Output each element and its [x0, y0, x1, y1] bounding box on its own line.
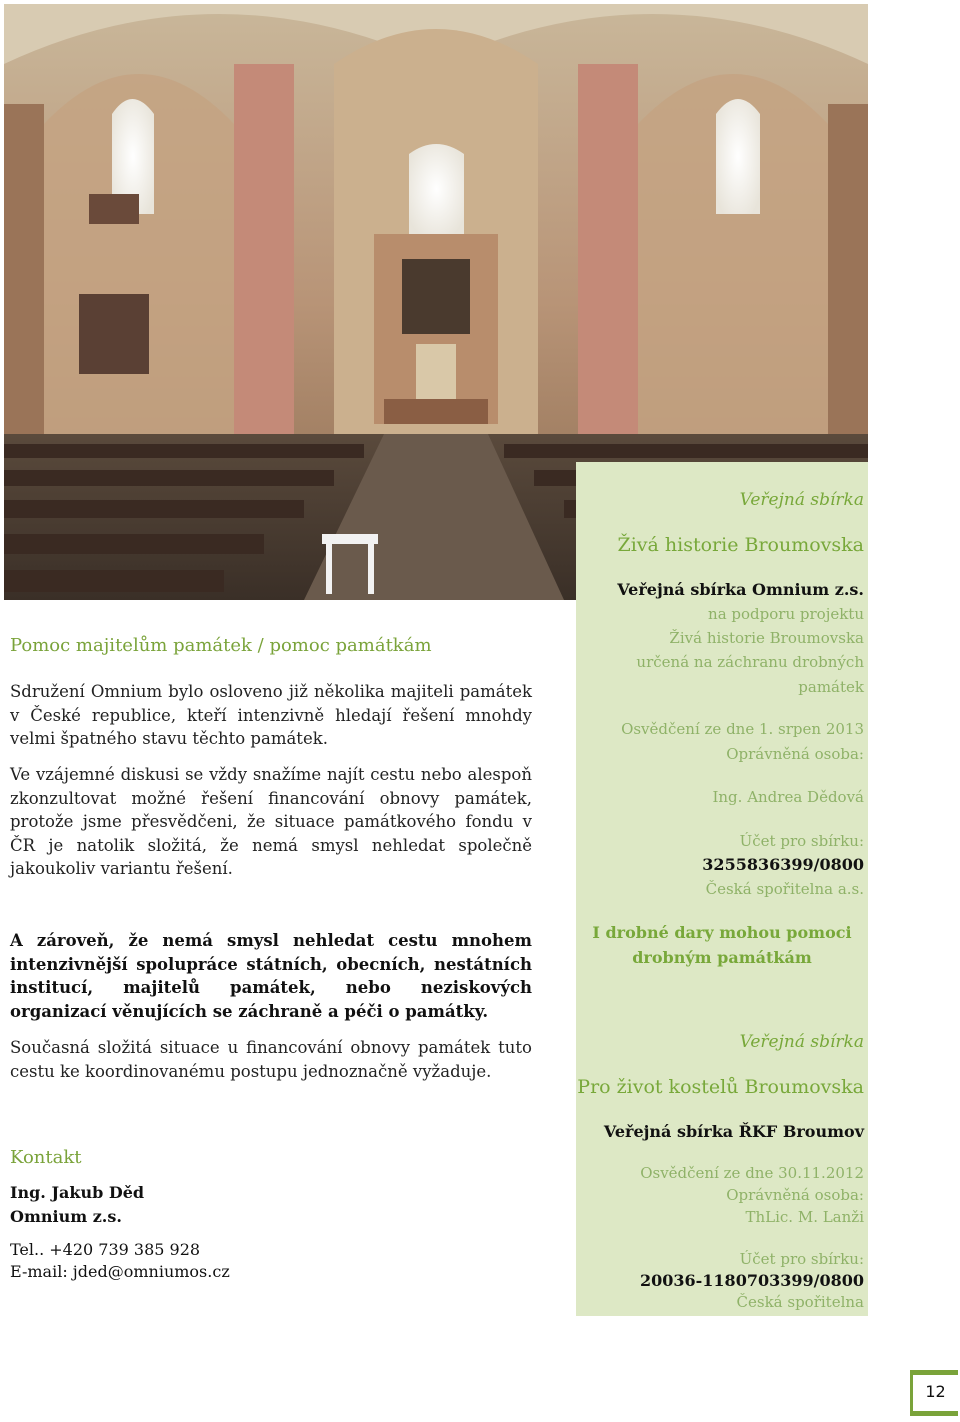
collection-title-1: Živá historie Broumovska [617, 534, 864, 556]
collection-bank-2: Česká spořitelna [736, 1293, 864, 1311]
collection-person-label-1: Oprávněná osoba: [726, 745, 864, 763]
collection-account-label-2: Účet pro sbírku: [739, 1250, 864, 1268]
collection-account-label-1: Účet pro sbírku: [739, 832, 864, 850]
slogan-line-1: I drobné dary mohou pomoci [592, 923, 852, 942]
contact-heading: Kontakt [10, 1147, 82, 1168]
collection-person-label-2: Oprávněná osoba: [726, 1186, 864, 1204]
collection-label-2: Veřejná sbírka [739, 1032, 864, 1052]
contact-email: E-mail: jded@omniumos.cz [10, 1262, 230, 1281]
collection-title-2: Pro život kostelů Broumovska [577, 1076, 864, 1098]
slogan-line-2: drobným památkám [632, 948, 812, 967]
collection-desc-1b: Živá historie Broumovska [669, 629, 864, 647]
article-paragraph-4: Současná složitá situace u financování obnovy památek tuto cestu ke koordinovanému postupu jednoznačně vyžaduje. [10, 1038, 532, 1081]
contact-name: Ing. Jakub Děd [10, 1183, 145, 1202]
collection-label-1: Veřejná sbírka [739, 490, 864, 510]
contact-organization: Omnium z.s. [10, 1207, 122, 1226]
collection-account-1: 3255836399/0800 [702, 855, 864, 874]
fundraising-sidebar [576, 462, 868, 1316]
article-heading: Pomoc majitelům památek / pomoc památkám [10, 635, 432, 656]
collection-name-1: Veřejná sbírka Omnium z.s. [617, 580, 864, 599]
contact-phone: Tel.. +420 739 385 928 [10, 1240, 201, 1259]
collection-account-2: 20036-1180703399/0800 [639, 1271, 864, 1290]
article-paragraph-1: Sdružení Omnium bylo osloveno již několika majiteli památek v České republice, kteří intenzivně hledají řešení mnohdy velmi špatného stavu těchto památek. [10, 682, 532, 748]
collection-bank-1: Česká spořitelna a.s. [705, 880, 864, 898]
collection-name-2: Veřejná sbírka ŘKF Broumov [603, 1122, 864, 1141]
collection-certificate-1: Osvědčení ze dne 1. srpen 2013 [621, 720, 864, 738]
collection-person-2: ThLic. M. Lanži [745, 1208, 864, 1226]
collection-person-1: Ing. Andrea Dědová [712, 788, 864, 806]
article-paragraph-2: Ve vzájemné diskusi se vždy snažíme najít cestu nebo alespoň zkonzultovat možné řešení financování obnovy památek, protože jsme přesvědčeni, že situace památkového fondu v ČR je natolik složitá, že nemá smysl nehledat společně jakoukoliv variantu řešení. [10, 765, 532, 878]
collection-desc-1c: určená na záchranu drobných [636, 653, 864, 671]
collection-desc-1a: na podporu projektu [708, 605, 864, 623]
collection-certificate-2: Osvědčení ze dne 30.11.2012 [640, 1164, 864, 1182]
article-paragraph-3: A zároveň, že nemá smysl nehledat cestu mnohem intenzivnější spolupráce státních, obecních, nestátních institucí, majitelů památek, nebo neziskových organizací věnujících se záchraně a péči o památky. [10, 931, 532, 1021]
page-number: 12 [910, 1370, 958, 1416]
collection-desc-1d: památek [798, 678, 864, 696]
